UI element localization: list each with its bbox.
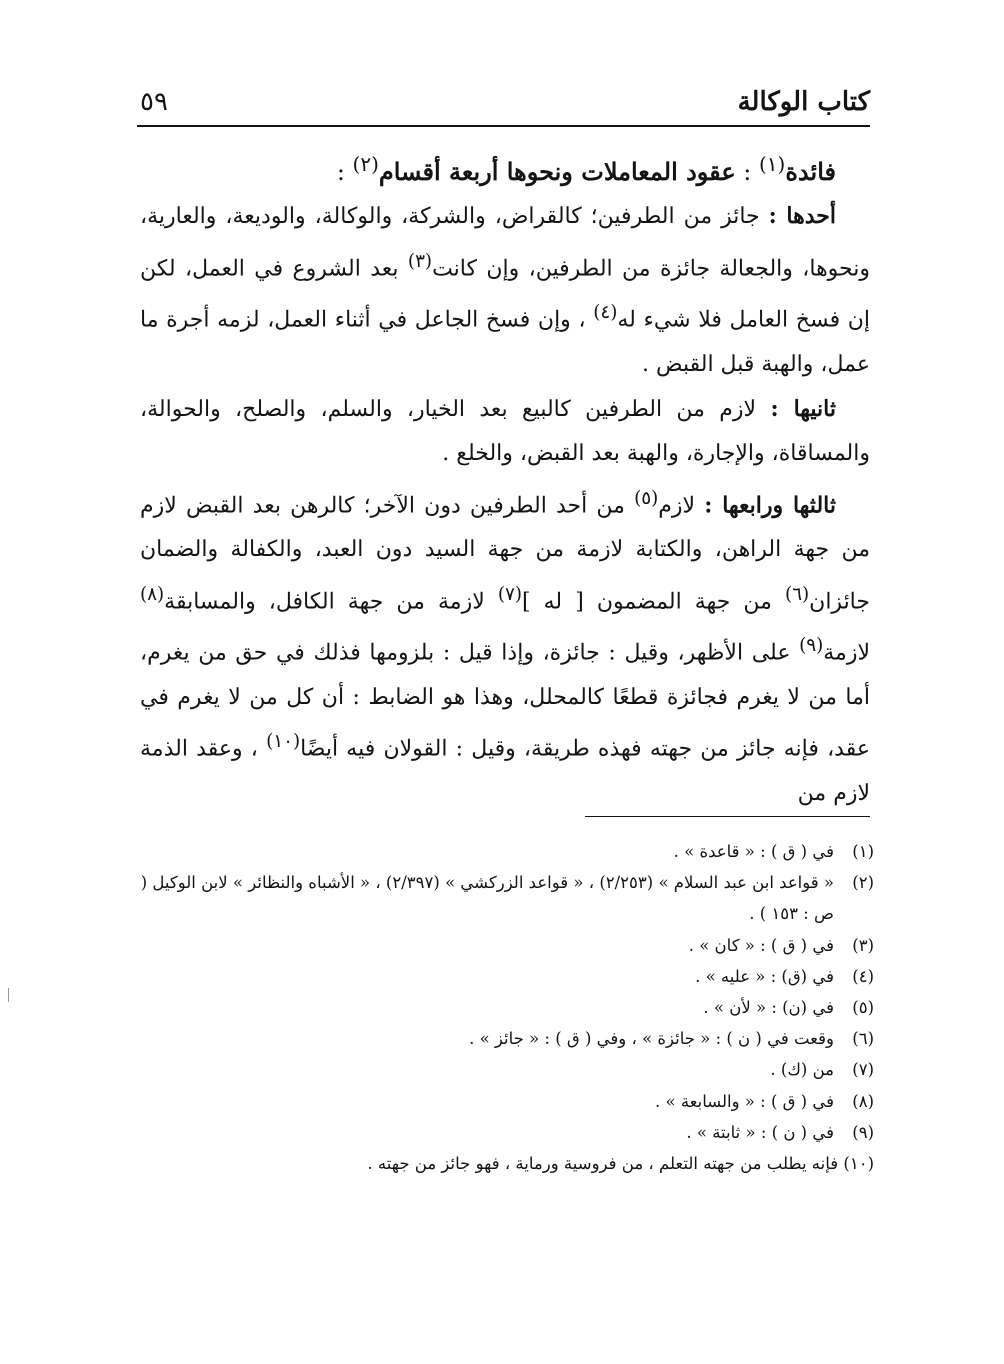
footnote-2 [140, 867, 874, 929]
main-text [140, 142, 870, 816]
footnote-text: من (ك) . [770, 1060, 834, 1080]
heading-colon: : [735, 158, 759, 186]
footnote-number: (٤) [852, 966, 874, 986]
page-number: ٥٩ [140, 87, 168, 117]
footnote-1 [140, 836, 874, 867]
footnote-ref[interactable]: (٣) [407, 250, 433, 272]
header-rule [137, 125, 870, 127]
paragraph-text: لازمة [823, 640, 870, 666]
paragraph-text: لازم من الطرفين كالبيع بعد الخيار، والسلم، والصلح، والحوالة، والمساقاة، والإجارة، والهبة بعد القبض، والخلع . [140, 397, 870, 467]
heading-paragraph [140, 142, 870, 194]
paragraph-text: لازم [658, 493, 705, 519]
footnote-9 [140, 1117, 874, 1148]
footnote-ref[interactable]: (١٠) [266, 731, 301, 753]
footnote-text: « قواعد ابن عبد السلام » (٢/٢٥٣) ، « قواعد الزركشي » (٢/٣٩٧) ، « الأشباه والنظائر » لابن الوكيل ( ص : ١٥٣ ) . [140, 873, 834, 924]
scan-margin-mark [8, 988, 9, 1002]
footnote-text: في (ق) : « عليه » . [695, 966, 834, 986]
paragraph-text: بعد الشروع في العمل، لكن إن فسخ العامل فلا شيء له [140, 255, 870, 333]
footnote-ref[interactable]: (٥) [634, 487, 659, 509]
footnote-number: (٦) [852, 1029, 874, 1049]
footnote-separator [585, 816, 870, 817]
footnote-8 [140, 1086, 874, 1117]
heading-end: : [336, 158, 353, 186]
footnote-number: (٢) [852, 873, 874, 893]
footnote-ref[interactable]: (١) [758, 152, 786, 176]
footnote-number: (٨) [852, 1091, 874, 1111]
paragraph-text: لازمة من جهة الكافل، والمسابقة [164, 588, 498, 614]
footnote-ref[interactable]: (٦) [784, 583, 810, 605]
paragraph-third-fourth [140, 477, 870, 816]
footnote-text: في ( ق ) : « والسابعة » . [655, 1091, 834, 1111]
paragraph-text: على الأظهر، وقيل : جائزة، وإذا قيل : بلزومها فذلك في حق من يغرم، أما من لا يغرم فجائزة قطعًا كالمحلل، وهذا هو الضابط : أن كل من لا يغرم في عقد، فإنه جائز من جهته فهذه طريقة، وقيل : القولان فيه أيضًا [140, 640, 870, 762]
footnote-number: (٥) [852, 998, 874, 1018]
heading-text: عقود المعاملات ونحوها أربعة أقسام [378, 157, 736, 186]
book-title: كتاب الوكالة [737, 87, 870, 117]
footnote-text: في ( ق ) : « قاعدة » . [673, 842, 834, 861]
footnote-ref[interactable]: (٢) [352, 152, 379, 176]
footnote-ref[interactable]: (٧) [497, 583, 522, 605]
footnote-10 [140, 1148, 874, 1179]
footnote-text: في ( ن ) : « ثابتة » . [686, 1122, 834, 1142]
paragraph-second [140, 387, 870, 477]
footnote-number: (١) [852, 842, 874, 861]
running-header [140, 82, 870, 122]
footnote-ref[interactable]: (٤) [593, 302, 618, 324]
footnote-ref[interactable]: (٨) [140, 583, 165, 605]
footnote-text: فإنه يطلب من جهته التعلم ، من فروسية ورماية ، فهو جائز من جهته . [367, 1154, 839, 1174]
footnote-6 [140, 1023, 874, 1054]
footnote-text: وقعت في ( ن ) : « جائزة » ، وفي ( ق ) : « جائز » . [469, 1029, 834, 1049]
footnote-number: (٩) [852, 1122, 874, 1142]
footnote-4 [140, 961, 874, 992]
footnotes [140, 836, 874, 1179]
paragraph-label: أحدها : [768, 203, 836, 230]
paragraph-text: من أحد الطرفين دون الآخر؛ كالرهن بعد القبض لازم من جهة الراهن، والكتابة لازمة من جهة السيد دون العبد، والكفالة والضمان جائزان [140, 493, 870, 614]
footnote-text: في ( ق ) : « كان » . [688, 935, 834, 955]
footnote-text: في (ن) : « لأن » . [703, 998, 834, 1018]
paragraph-first [140, 194, 870, 387]
paragraph-text: ، وإن فسخ الجاعل في أثناء العمل، لزمه أجرة ما عمل، والهبة قبل القبض . [140, 307, 870, 377]
footnote-number: (٧) [852, 1060, 874, 1080]
paragraph-text: من جهة المضمون [ له ] [521, 588, 785, 614]
footnote-number: (١٠) [843, 1154, 874, 1174]
footnote-3 [140, 930, 874, 961]
footnote-7 [140, 1054, 874, 1085]
paragraph-label: ثالثها ورابعها : [704, 492, 836, 519]
footnote-number: (٣) [852, 935, 874, 955]
footnote-ref[interactable]: (٩) [799, 635, 824, 657]
paragraph-label: ثانيها : [770, 396, 836, 423]
paragraph-text: ، وعقد الذمة لازم من [140, 736, 870, 806]
paragraph-text: جائز من الطرفين؛ كالقراض، والشركة، والوكالة، والوديعة، والعارية، ونحوها، والجعالة جائزة من الطرفين، وإن كانت [140, 204, 870, 281]
heading-label: فائدة [785, 157, 836, 186]
footnote-5 [140, 992, 874, 1023]
